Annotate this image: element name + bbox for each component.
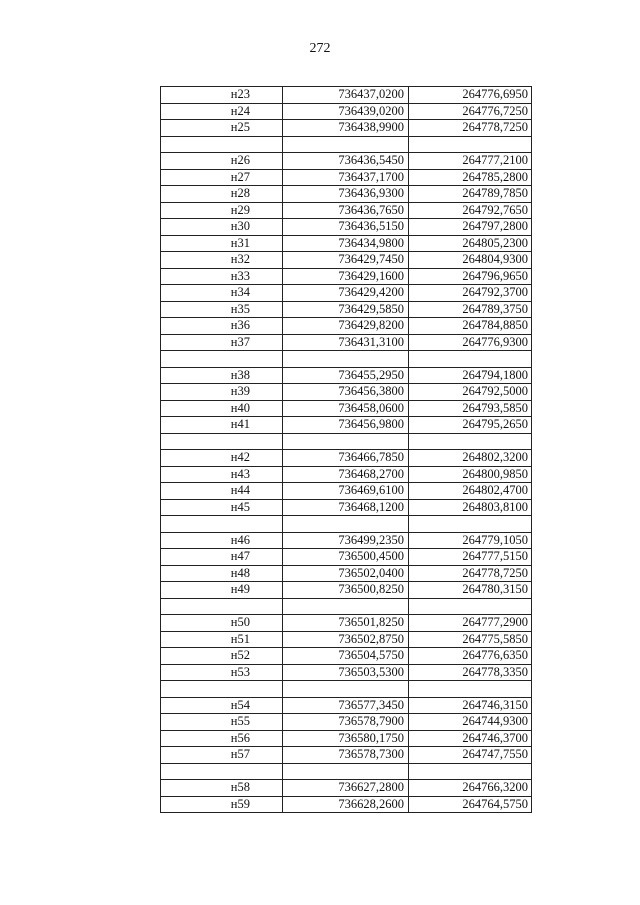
- y-coordinate-cell: 264784,8850: [409, 318, 532, 335]
- table-row: [161, 631, 532, 648]
- y-coordinate-cell: 264776,7250: [409, 103, 532, 120]
- x-coordinate-cell: 736436,5450: [283, 153, 409, 170]
- point-cell: н27: [161, 169, 283, 186]
- table-row: [161, 153, 532, 170]
- point-cell: [161, 136, 283, 153]
- point-cell: н55: [161, 714, 283, 731]
- table-row: [161, 714, 532, 731]
- y-coordinate-cell: [409, 351, 532, 368]
- y-coordinate-cell: 264792,7650: [409, 202, 532, 219]
- x-coordinate-cell: 736500,8250: [283, 582, 409, 599]
- table-row: [161, 747, 532, 764]
- point-cell: н33: [161, 268, 283, 285]
- point-cell: н30: [161, 219, 283, 236]
- x-coordinate-cell: 736439,0200: [283, 103, 409, 120]
- table-row: [161, 780, 532, 797]
- y-coordinate-cell: 264795,2650: [409, 417, 532, 434]
- y-coordinate-cell: 264778,7250: [409, 565, 532, 582]
- point-cell: н48: [161, 565, 283, 582]
- x-coordinate-cell: 736578,7900: [283, 714, 409, 731]
- y-coordinate-cell: 264803,8100: [409, 499, 532, 516]
- table-row: [161, 235, 532, 252]
- table-row: [161, 697, 532, 714]
- point-cell: н25: [161, 120, 283, 137]
- x-coordinate-cell: 736502,0400: [283, 565, 409, 582]
- x-coordinate-cell: 736502,8750: [283, 631, 409, 648]
- table-row: [161, 664, 532, 681]
- point-cell: н49: [161, 582, 283, 599]
- point-cell: н32: [161, 252, 283, 269]
- x-coordinate-cell: [283, 598, 409, 615]
- x-coordinate-cell: 736436,9300: [283, 186, 409, 203]
- point-cell: н52: [161, 648, 283, 665]
- point-cell: н45: [161, 499, 283, 516]
- point-cell: н59: [161, 796, 283, 813]
- y-coordinate-cell: 264780,3150: [409, 582, 532, 599]
- table-row: [161, 549, 532, 566]
- y-coordinate-cell: 264777,5150: [409, 549, 532, 566]
- x-coordinate-cell: 736468,1200: [283, 499, 409, 516]
- table-row-blank: [161, 681, 532, 698]
- x-coordinate-cell: 736628,2600: [283, 796, 409, 813]
- y-coordinate-cell: 264797,2800: [409, 219, 532, 236]
- y-coordinate-cell: 264744,9300: [409, 714, 532, 731]
- y-coordinate-cell: 264802,4700: [409, 483, 532, 500]
- point-cell: н42: [161, 450, 283, 467]
- x-coordinate-cell: 736469,6100: [283, 483, 409, 500]
- x-coordinate-cell: 736456,9800: [283, 417, 409, 434]
- x-coordinate-cell: 736429,4200: [283, 285, 409, 302]
- x-coordinate-cell: 736437,0200: [283, 87, 409, 104]
- point-cell: н47: [161, 549, 283, 566]
- table-row: [161, 252, 532, 269]
- table-row: [161, 648, 532, 665]
- y-coordinate-cell: [409, 681, 532, 698]
- point-cell: [161, 598, 283, 615]
- point-cell: н23: [161, 87, 283, 104]
- point-cell: [161, 351, 283, 368]
- y-coordinate-cell: 264775,5850: [409, 631, 532, 648]
- x-coordinate-cell: 736431,3100: [283, 334, 409, 351]
- point-cell: н58: [161, 780, 283, 797]
- point-cell: н31: [161, 235, 283, 252]
- y-coordinate-cell: 264746,3150: [409, 697, 532, 714]
- y-coordinate-cell: 264800,9850: [409, 466, 532, 483]
- y-coordinate-cell: [409, 433, 532, 450]
- x-coordinate-cell: 736627,2800: [283, 780, 409, 797]
- x-coordinate-cell: 736499,2350: [283, 532, 409, 549]
- table-row: [161, 730, 532, 747]
- x-coordinate-cell: 736438,9900: [283, 120, 409, 137]
- x-coordinate-cell: 736456,3800: [283, 384, 409, 401]
- x-coordinate-cell: [283, 351, 409, 368]
- x-coordinate-cell: 736455,2950: [283, 367, 409, 384]
- x-coordinate-cell: [283, 433, 409, 450]
- point-cell: [161, 516, 283, 533]
- x-coordinate-cell: [283, 681, 409, 698]
- y-coordinate-cell: 264777,2900: [409, 615, 532, 632]
- y-coordinate-cell: 264764,5750: [409, 796, 532, 813]
- table-row: [161, 334, 532, 351]
- table-row: [161, 169, 532, 186]
- x-coordinate-cell: 736436,7650: [283, 202, 409, 219]
- y-coordinate-cell: 264747,7550: [409, 747, 532, 764]
- table-row-blank: [161, 351, 532, 368]
- x-coordinate-cell: 736429,7450: [283, 252, 409, 269]
- x-coordinate-cell: 736578,7300: [283, 747, 409, 764]
- point-cell: н44: [161, 483, 283, 500]
- y-coordinate-cell: 264804,9300: [409, 252, 532, 269]
- y-coordinate-cell: 264776,9300: [409, 334, 532, 351]
- point-cell: н24: [161, 103, 283, 120]
- point-cell: [161, 433, 283, 450]
- y-coordinate-cell: [409, 598, 532, 615]
- table-row: [161, 87, 532, 104]
- point-cell: н53: [161, 664, 283, 681]
- point-cell: н41: [161, 417, 283, 434]
- table-row: [161, 417, 532, 434]
- table-row: [161, 532, 532, 549]
- y-coordinate-cell: 264789,3750: [409, 301, 532, 318]
- y-coordinate-cell: 264789,7850: [409, 186, 532, 203]
- x-coordinate-cell: 736580,1750: [283, 730, 409, 747]
- point-cell: н57: [161, 747, 283, 764]
- table-row-blank: [161, 136, 532, 153]
- point-cell: н38: [161, 367, 283, 384]
- x-coordinate-cell: 736501,8250: [283, 615, 409, 632]
- x-coordinate-cell: 736436,5150: [283, 219, 409, 236]
- point-cell: н34: [161, 285, 283, 302]
- y-coordinate-cell: 264805,2300: [409, 235, 532, 252]
- table-row: [161, 120, 532, 137]
- table-row: [161, 384, 532, 401]
- x-coordinate-cell: 736458,0600: [283, 400, 409, 417]
- coordinates-table-body: [161, 87, 532, 813]
- table-row: [161, 301, 532, 318]
- point-cell: н39: [161, 384, 283, 401]
- point-cell: н51: [161, 631, 283, 648]
- y-coordinate-cell: 264793,5850: [409, 400, 532, 417]
- point-cell: н35: [161, 301, 283, 318]
- x-coordinate-cell: 736503,5300: [283, 664, 409, 681]
- y-coordinate-cell: [409, 136, 532, 153]
- point-cell: н56: [161, 730, 283, 747]
- table-row: [161, 615, 532, 632]
- table-row: [161, 565, 532, 582]
- table-row: [161, 400, 532, 417]
- table-row: [161, 450, 532, 467]
- y-coordinate-cell: 264776,6350: [409, 648, 532, 665]
- y-coordinate-cell: 264792,5000: [409, 384, 532, 401]
- x-coordinate-cell: 736466,7850: [283, 450, 409, 467]
- x-coordinate-cell: 736429,1600: [283, 268, 409, 285]
- y-coordinate-cell: 264792,3700: [409, 285, 532, 302]
- table-row-blank: [161, 516, 532, 533]
- x-coordinate-cell: 736437,1700: [283, 169, 409, 186]
- y-coordinate-cell: 264766,3200: [409, 780, 532, 797]
- table-row: [161, 367, 532, 384]
- point-cell: н37: [161, 334, 283, 351]
- point-cell: н26: [161, 153, 283, 170]
- x-coordinate-cell: 736429,8200: [283, 318, 409, 335]
- y-coordinate-cell: [409, 763, 532, 780]
- table-row: [161, 202, 532, 219]
- table-row: [161, 268, 532, 285]
- point-cell: [161, 681, 283, 698]
- table-row-blank: [161, 598, 532, 615]
- y-coordinate-cell: 264778,7250: [409, 120, 532, 137]
- y-coordinate-cell: [409, 516, 532, 533]
- y-coordinate-cell: 264785,2800: [409, 169, 532, 186]
- x-coordinate-cell: [283, 763, 409, 780]
- table-row: [161, 285, 532, 302]
- table-row-blank: [161, 433, 532, 450]
- y-coordinate-cell: 264779,1050: [409, 532, 532, 549]
- table-row: [161, 796, 532, 813]
- table-row: [161, 499, 532, 516]
- x-coordinate-cell: [283, 516, 409, 533]
- table-row: [161, 582, 532, 599]
- point-cell: н29: [161, 202, 283, 219]
- point-cell: н46: [161, 532, 283, 549]
- table-row: [161, 483, 532, 500]
- y-coordinate-cell: 264778,3350: [409, 664, 532, 681]
- table-row: [161, 318, 532, 335]
- point-cell: [161, 763, 283, 780]
- x-coordinate-cell: 736504,5750: [283, 648, 409, 665]
- table-row: [161, 186, 532, 203]
- y-coordinate-cell: 264796,9650: [409, 268, 532, 285]
- table-row: [161, 103, 532, 120]
- point-cell: н28: [161, 186, 283, 203]
- table-row-blank: [161, 763, 532, 780]
- y-coordinate-cell: 264746,3700: [409, 730, 532, 747]
- y-coordinate-cell: 264777,2100: [409, 153, 532, 170]
- x-coordinate-cell: 736577,3450: [283, 697, 409, 714]
- point-cell: н43: [161, 466, 283, 483]
- x-coordinate-cell: 736500,4500: [283, 549, 409, 566]
- point-cell: н50: [161, 615, 283, 632]
- x-coordinate-cell: [283, 136, 409, 153]
- point-cell: н54: [161, 697, 283, 714]
- x-coordinate-cell: 736434,9800: [283, 235, 409, 252]
- table-row: [161, 219, 532, 236]
- y-coordinate-cell: 264776,6950: [409, 87, 532, 104]
- coordinates-table: [160, 86, 532, 813]
- y-coordinate-cell: 264794,1800: [409, 367, 532, 384]
- point-cell: н36: [161, 318, 283, 335]
- page-number: 272: [309, 41, 331, 56]
- y-coordinate-cell: 264802,3200: [409, 450, 532, 467]
- point-cell: н40: [161, 400, 283, 417]
- table-row: [161, 466, 532, 483]
- x-coordinate-cell: 736429,5850: [283, 301, 409, 318]
- x-coordinate-cell: 736468,2700: [283, 466, 409, 483]
